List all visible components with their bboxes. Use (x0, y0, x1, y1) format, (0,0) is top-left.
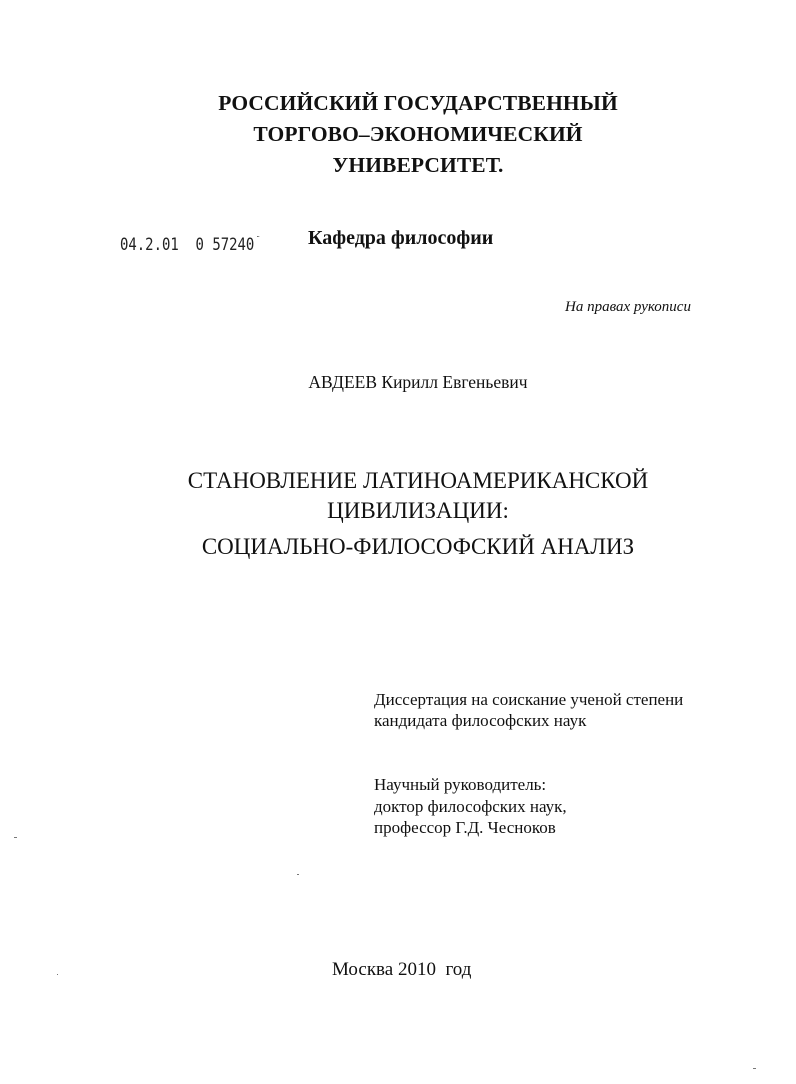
university-line: РОССИЙСКИЙ ГОСУДАРСТВЕННЫЙ (218, 91, 618, 115)
university-line: УНИВЕРСИТЕТ. (332, 153, 504, 177)
title-line: СОЦИАЛЬНО-ФИЛОСОФСКИЙ АНАЛИЗ (201, 534, 635, 559)
scientific-advisor (374, 774, 567, 839)
manuscript-note: На правах рукописи (565, 299, 691, 315)
dissertation-title (0, 466, 796, 562)
place-and-year: Москва 2010 год (332, 959, 472, 980)
scan-speck (297, 874, 299, 875)
dissertation-degree (374, 689, 683, 731)
registration-stamp (120, 235, 260, 255)
degree-line: кандидата философских наук (374, 711, 587, 730)
scan-speck (57, 974, 58, 975)
advisor-line: доктор философских наук, (374, 796, 567, 816)
stamp-number: 04.2.01 0 57240 (120, 235, 255, 255)
scan-speck (14, 837, 17, 838)
university-name (0, 88, 796, 181)
author-name: АВДЕЕВ Кирилл Евгеньевич (308, 372, 528, 392)
department-name: Кафедра философии (308, 227, 494, 249)
title-line: ЦИВИЛИЗАЦИИ: (327, 498, 509, 523)
university-line: ТОРГОВО–ЭКОНОМИЧЕСКИЙ (253, 122, 583, 146)
scan-speck (753, 1068, 756, 1069)
title-line: СТАНОВЛЕНИЕ ЛАТИНОАМЕРИКАНСКОЙ (187, 468, 649, 493)
stamp-marks: ¨ (255, 236, 261, 247)
advisor-line: профессор Г.Д. Чесноков (374, 818, 556, 837)
degree-line: Диссертация на соискание ученой степени (374, 690, 684, 709)
advisor-line: Научный руководитель: (374, 775, 547, 794)
